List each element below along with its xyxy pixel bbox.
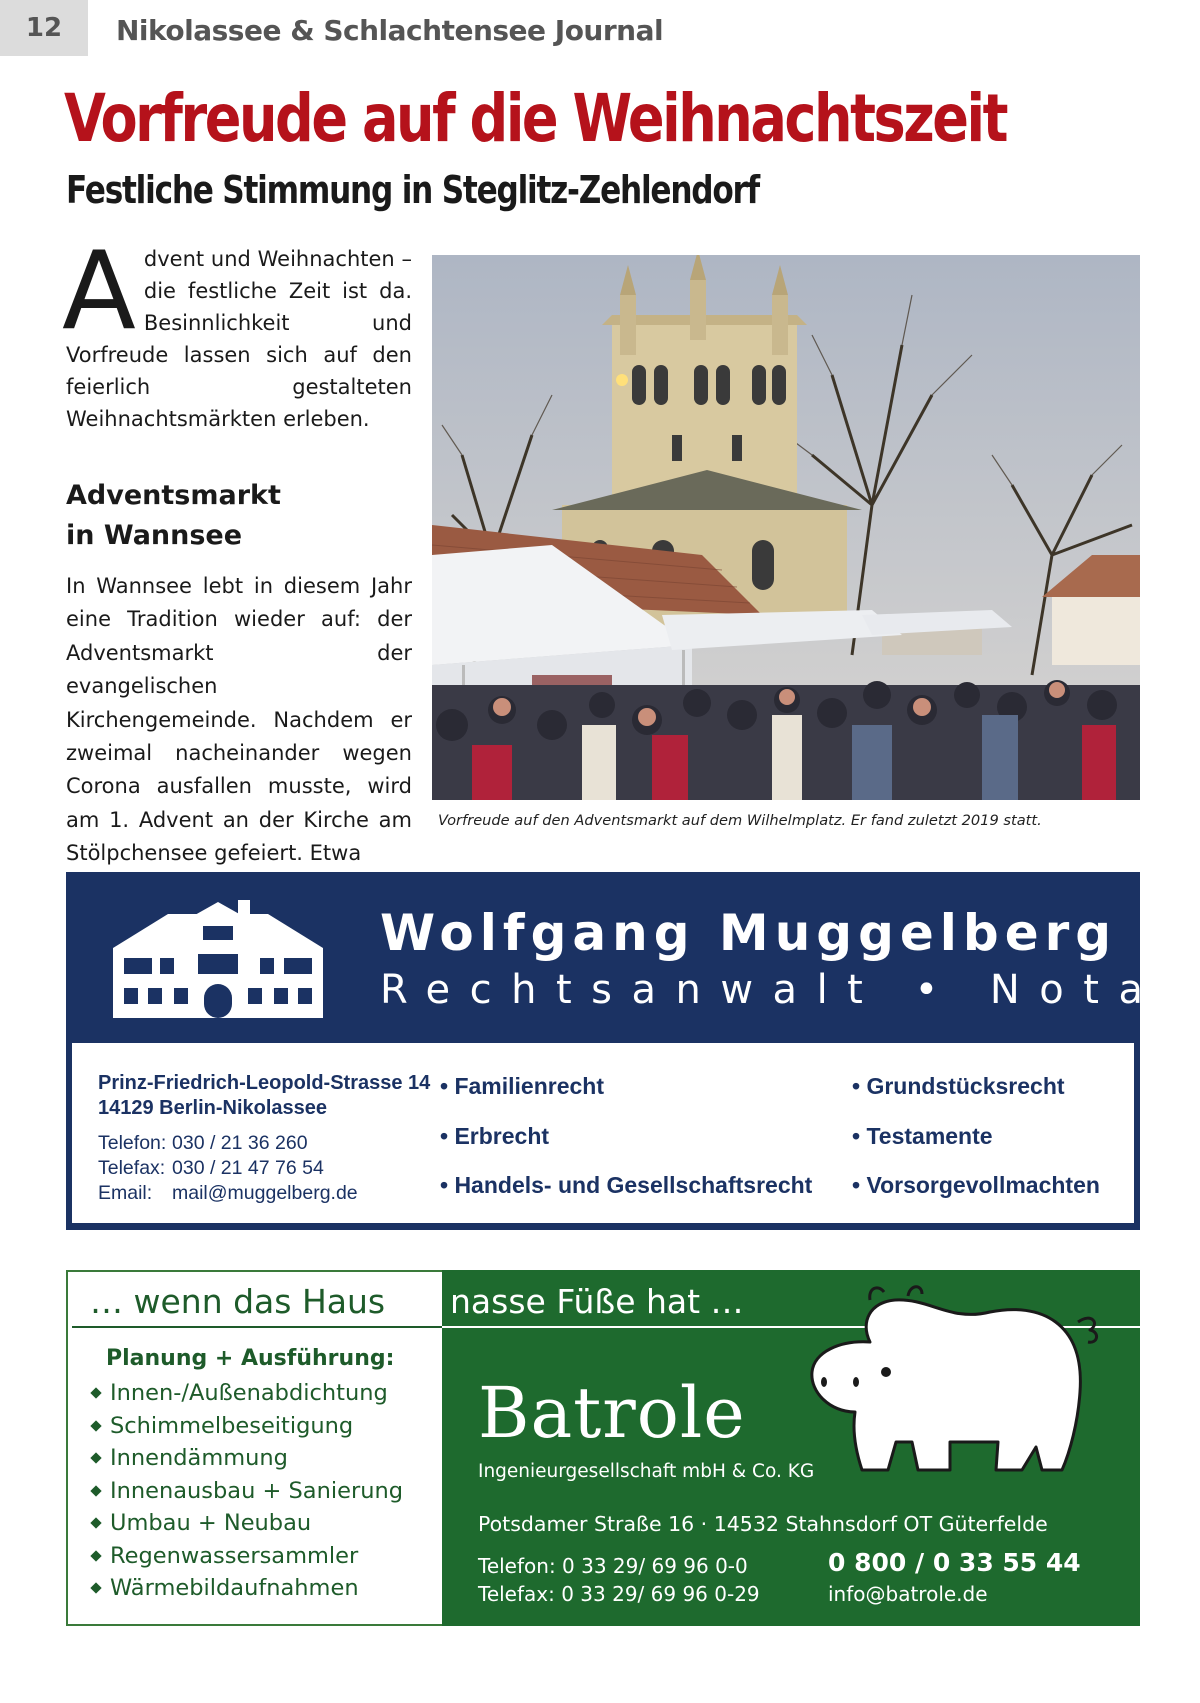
service-text: Umbau + Neubau [110, 1510, 312, 1536]
contact-label: Telefax: [98, 1157, 166, 1179]
service-text: Schimmelbeseitigung [110, 1412, 354, 1439]
subheadline: Festliche Stimmung in Steglitz-Zehlendorf [66, 168, 760, 212]
service-text: Innen-/Außenabdichtung [110, 1380, 388, 1406]
bullet-icon [90, 1550, 101, 1561]
lawyer-name: Wolfgang Muggelberg [380, 904, 1118, 962]
intro-paragraph [62, 229, 412, 435]
services-title: Planung + Ausführung: [106, 1346, 395, 1371]
service-text: Innenausbau + Sanierung [110, 1477, 403, 1504]
practice-area: • Handels- und Gesellschaftsrecht [440, 1172, 813, 1198]
services-list [88, 1377, 403, 1605]
service-text: Wärmebildaufnahmen [110, 1575, 359, 1601]
company-email[interactable]: info@batrole.de [828, 1582, 988, 1606]
contact-label: Telefon: [98, 1132, 167, 1154]
bullet-icon [90, 1485, 101, 1496]
practice-area: • Familienrecht [440, 1073, 604, 1099]
section-title [66, 476, 406, 556]
practice-area: • Grundstücksrecht [852, 1073, 1065, 1099]
list-item [88, 1475, 403, 1508]
section-title-line: Adventsmarkt [66, 480, 281, 511]
bullet-icon [90, 1387, 101, 1398]
contact-value: 030 / 21 47 76 54 [172, 1157, 324, 1179]
brand-logo: Batrole [478, 1372, 746, 1454]
journal-name: Nikolassee & Schlachtensee Journal [116, 14, 664, 47]
villa-icon [108, 896, 328, 1021]
list-item [88, 1507, 403, 1540]
practice-area: • Testamente [852, 1123, 993, 1149]
photo-illustration [432, 255, 1140, 800]
fax: Telefax: 0 33 29/ 69 96 0-29 [478, 1582, 760, 1606]
bullet-icon [90, 1452, 101, 1463]
company-address: Potsdamer Straße 16 · 14532 Stahnsdorf OT Güterfelde [478, 1512, 1048, 1536]
drop-cap: A [62, 229, 136, 354]
list-item [88, 1540, 403, 1573]
company-name: Ingenieurgesellschaft mbH & Co. KG [478, 1461, 815, 1482]
contact-row [98, 1131, 358, 1156]
ad-tagline-right: nasse Füße hat … [450, 1282, 744, 1321]
church-market-photo [432, 255, 1140, 800]
address-line: 14129 Berlin-Nikolassee [98, 1097, 328, 1119]
practice-area: • Vorsorgevollmachten [852, 1172, 1100, 1198]
page-number: 12 [0, 0, 88, 56]
lawyer-role: Rechtsanwalt • Notar [380, 967, 1199, 1013]
address-line: Prinz-Friedrich-Leopold-Strasse 14 [98, 1072, 431, 1094]
section-title-line: in Wannsee [66, 520, 243, 551]
company-phones [478, 1552, 760, 1608]
bullet-icon [90, 1517, 101, 1528]
list-item [88, 1410, 403, 1443]
lawyer-contact [98, 1131, 358, 1206]
contact-row [98, 1156, 358, 1181]
hotline-number: 0 800 / 0 33 55 44 [828, 1548, 1081, 1577]
list-item [88, 1377, 403, 1410]
list-item [88, 1442, 403, 1475]
practice-area: • Erbrecht [440, 1123, 550, 1149]
service-text: Innendämmung [110, 1445, 288, 1471]
photo-caption: Vorfreude auf den Adventsmarkt auf dem Wilhelmplatz. Er fand zuletzt 2019 statt. [438, 812, 1042, 829]
service-text: Regenwassersammler [110, 1542, 359, 1569]
bullet-icon [90, 1420, 101, 1431]
contact-row [98, 1181, 358, 1206]
phone: Telefon: 0 33 29/ 69 96 0-0 [478, 1554, 748, 1578]
contact-value: 030 / 21 36 260 [172, 1132, 308, 1154]
ad-tagline-left: … wenn das Haus [90, 1282, 386, 1321]
headline: Vorfreude auf die Weihnachtszeit [64, 80, 1007, 157]
list-item [88, 1572, 403, 1605]
contact-email[interactable]: mail@muggelberg.de [172, 1182, 358, 1204]
intro-text: dvent und Weihnachten – die festliche Zeit ist da. Besinnlichkeit und Vorfreude lassen sich auf den feierlich gestalteten Weihnachtsmärkten erleben. [66, 247, 412, 431]
body-text: In Wannsee lebt in diesem Jahr eine Tradition wieder auf: der Adventsmarkt der evangelischen Kirchengemeinde. Nachdem er zweimal nacheinander wegen Corona ausfallen musste, wird am 1. Advent an der Kirche am Stölpchensee gefeiert. Etwa [66, 574, 412, 866]
bullet-icon [90, 1582, 101, 1593]
lawyer-address [98, 1071, 430, 1121]
hippo-icon [800, 1282, 1110, 1477]
divider [72, 1326, 442, 1328]
contact-label: Email: [98, 1182, 153, 1204]
